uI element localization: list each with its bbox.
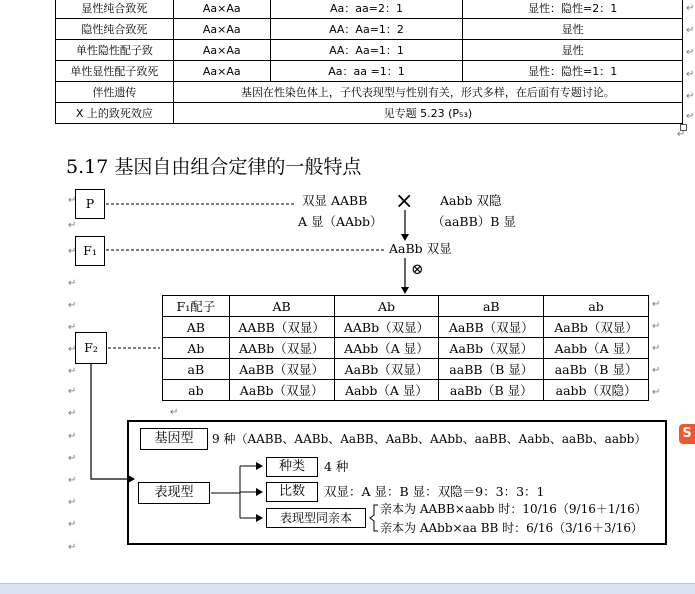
paragraph-mark-icon: ↵ [68, 408, 77, 419]
parent2-alternative: （aaBB）B 显 [432, 214, 516, 229]
phenotype-label: 表现型 [154, 485, 194, 500]
paragraph-mark-icon: ↵ [68, 300, 77, 311]
kinds-text: 4 种 [324, 459, 349, 474]
paragraph-mark-icon: ↵ [652, 299, 661, 310]
paragraph-mark-icon: ↵ [677, 129, 686, 140]
sex-linked-text: 基因在性染色体上，子代表现型与性别有关，形式多样，在后面有专题讨论。 [173, 82, 682, 103]
type-cell: 显性纯合致死 [56, 0, 174, 19]
table-header-row [163, 296, 649, 317]
paragraph-mark-icon: ↵ [68, 497, 77, 508]
table-row [163, 338, 649, 359]
paragraph-mark-icon: ↵ [68, 431, 77, 442]
f2-generation-box [75, 332, 107, 364]
paragraph-mark-icon: ↵ [68, 386, 77, 397]
paragraph-mark-icon: ↵ [652, 321, 661, 332]
table-row [56, 40, 683, 61]
offspring-cell: AaBb（双显） [439, 338, 544, 359]
gamete-cell: ab [163, 380, 230, 401]
paragraph-mark-icon: ↵ [68, 195, 77, 206]
offspring-cell: AaBb（双显） [544, 317, 649, 338]
ratio-label: 比数 [278, 484, 305, 499]
offspring-cell: AaBB（双显） [229, 359, 334, 380]
kinds-label-box [266, 457, 318, 477]
gamete-header: Ab [334, 296, 439, 317]
f2-label: F₂ [84, 340, 98, 355]
offspring-cell: AABb（双显） [229, 338, 334, 359]
offspring-cell: aabb（双隐） [544, 380, 649, 401]
p-label: P [85, 196, 95, 211]
offspring-cell: aaBb（B 显） [544, 359, 649, 380]
offspring-cell: AAbb（A 显） [334, 338, 439, 359]
paragraph-mark-icon: ↵ [68, 366, 77, 377]
paragraph-mark-icon: ↵ [686, 25, 695, 36]
offspring-cell: AaBB（双显） [439, 317, 544, 338]
cross-cell: Aa×Aa [173, 0, 270, 19]
ratio-label-box [266, 482, 318, 502]
f1-label: F₁ [83, 243, 97, 258]
type-cell: 隐性纯合致死 [56, 19, 174, 40]
cross-cell: Aa×Aa [173, 61, 270, 82]
table-row [163, 317, 649, 338]
parent1-alternative: A 显（AAbb） [298, 214, 383, 229]
type-cell: 伴性遗传 [56, 82, 174, 103]
input-method-icon[interactable] [679, 424, 695, 444]
lethal-table [55, 0, 683, 124]
cross-cell: Aa×Aa [173, 40, 270, 61]
phenotype-label-box [138, 482, 210, 504]
table-row [56, 19, 683, 40]
phenotype-cell: 显性 [463, 19, 683, 40]
phenotype-cell: 显性 [463, 40, 683, 61]
paragraph-mark-icon: ↵ [686, 3, 695, 14]
f1-result: AaBb 双显 [389, 241, 452, 256]
gamete-cell: aB [163, 359, 230, 380]
paragraph-mark-icon: ↵ [652, 343, 661, 354]
table-row [56, 82, 683, 103]
input-method-glyph: S [682, 426, 692, 441]
paragraph-mark-icon: ↵ [68, 246, 77, 257]
parent2-genotype: Aabb 双隐 [440, 193, 502, 208]
genotype-cell: AA：Aa=1：1 [270, 40, 463, 61]
paragraph-mark-icon: ↵ [686, 111, 695, 122]
paragraph-mark-icon: ↵ [652, 365, 661, 376]
gamete-cell: Ab [163, 338, 230, 359]
table-row [163, 380, 649, 401]
type-cell: X 上的致死效应 [56, 103, 174, 124]
type-cell: 单性显性配子致死 [56, 61, 174, 82]
gamete-header: ab [544, 296, 649, 317]
paragraph-mark-icon: ↵ [68, 453, 77, 464]
gamete-header: aB [439, 296, 544, 317]
table-row [56, 61, 683, 82]
offspring-cell: AaBb（双显） [334, 359, 439, 380]
genotype-text: 9 种（AABB、AABb、AaBB、AaBb、AAbb、aaBB、Aabb、aaBb、aabb） [212, 432, 647, 446]
case-2-text: 亲本为 AAbb×aa BB 时：6/16（3/16＋3/16） [380, 521, 643, 535]
paragraph-mark-icon: ↵ [652, 387, 661, 398]
gamete-cell: AB [163, 317, 230, 338]
phenotype-cell: 显性：隐性=2：1 [463, 0, 683, 19]
self-cross-symbol: ⊗ [411, 260, 424, 278]
phenotype-cell: 显性：隐性=1：1 [463, 61, 683, 82]
p-generation-box [75, 189, 105, 219]
ratio-text: 双显：A 显：B 显：双隐＝9：3：3：1 [324, 484, 545, 499]
x-lethal-text: 见专题 5.23 (P₅₃) [173, 103, 682, 124]
table-row [56, 103, 683, 124]
type-cell: 单性隐性配子致 [56, 40, 174, 61]
f2-punnett-table [162, 295, 649, 401]
parent1-genotype: 双显 AABB [302, 193, 368, 208]
genotype-cell: AA：Aa=1：2 [270, 19, 463, 40]
cross-symbol: × [395, 189, 414, 214]
same-parent-label: 表现型同亲本 [279, 511, 352, 525]
table-row [163, 359, 649, 380]
paragraph-mark-icon: ↵ [68, 344, 77, 355]
paragraph-mark-icon: ↵ [686, 69, 695, 80]
offspring-cell: Aabb（A 显） [544, 338, 649, 359]
case-1-text: 亲本为 AABB×aabb 时：10/16（9/16＋1/16） [380, 502, 647, 516]
paragraph-mark-icon: ↵ [686, 47, 695, 58]
gamete-header: AB [229, 296, 334, 317]
offspring-cell: aaBB（B 显） [439, 359, 544, 380]
genotype-label-box [140, 428, 208, 450]
paragraph-mark-icon: ↵ [68, 278, 77, 289]
offspring-cell: AaBb（双显） [229, 380, 334, 401]
genotype-cell: Aa：aa=2：1 [270, 0, 463, 19]
genotype-label: 基因型 [154, 431, 194, 446]
paragraph-mark-icon: ↵ [68, 519, 77, 530]
status-strip [0, 583, 695, 594]
cross-cell: Aa×Aa [173, 19, 270, 40]
offspring-cell: AABb（双显） [334, 317, 439, 338]
paragraph-mark-icon: ↵ [68, 475, 77, 486]
offspring-cell: Aabb（A 显） [334, 380, 439, 401]
f1-generation-box [75, 236, 105, 266]
offspring-cell: AABB（双显） [229, 317, 334, 338]
genotype-cell: Aa：aa =1：1 [270, 61, 463, 82]
section-title: 5.17 基因自由组合定律的一般特点 [66, 156, 362, 178]
paragraph-mark-icon: ↵ [686, 91, 695, 102]
table-row [56, 0, 683, 19]
paragraph-mark-icon: ↵ [68, 220, 77, 231]
offspring-cell: aaBb（B 显） [439, 380, 544, 401]
kinds-label: 种类 [278, 459, 305, 474]
paragraph-mark-icon: ↵ [68, 322, 77, 333]
paragraph-mark-icon: ↵ [170, 407, 179, 418]
same-parent-label-box [266, 508, 366, 528]
paragraph-mark-icon: ↵ [68, 542, 77, 553]
corner-cell: F₁配子 [163, 296, 230, 317]
